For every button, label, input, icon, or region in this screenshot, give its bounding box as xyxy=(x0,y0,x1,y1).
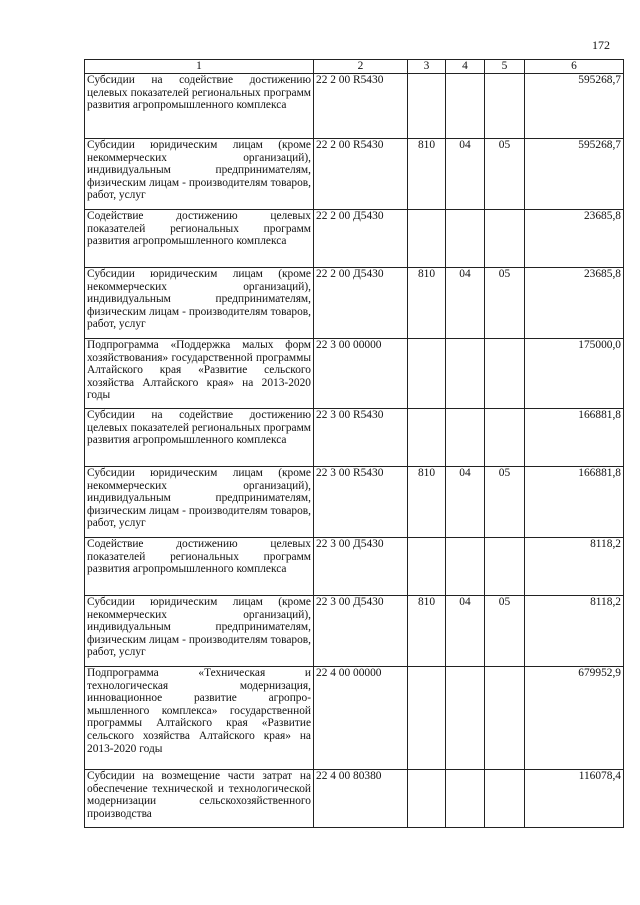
row-name: Субсидии на возмещение части затрат на обеспечение технической и технологической модернизации сельскохозяйственного производства xyxy=(85,770,314,828)
row-col3: 810 xyxy=(408,139,446,210)
row-col5: 05 xyxy=(485,268,525,339)
row-col4 xyxy=(446,74,485,139)
row-amount: 23685,8 xyxy=(525,210,624,268)
table-header-row xyxy=(85,60,624,74)
row-col3 xyxy=(408,667,446,770)
row-amount: 595268,7 xyxy=(525,74,624,139)
column-header-2: 2 xyxy=(314,60,408,74)
row-name: Субсидии на содействие достижению целевых показателей региональных программ развития агропромышленного комплекса xyxy=(85,74,314,139)
row-code: 22 2 00 Д5430 xyxy=(314,210,408,268)
table-row xyxy=(85,770,624,828)
column-header-6: 6 xyxy=(525,60,624,74)
row-code: 22 2 00 R5430 xyxy=(314,139,408,210)
row-name: Содействие достижению целевых показателей региональных программ развития агропромышленного комплекса xyxy=(85,538,314,596)
row-amount: 175000,0 xyxy=(525,339,624,409)
row-code: 22 3 00 00000 xyxy=(314,339,408,409)
row-col5 xyxy=(485,74,525,139)
row-col4: 04 xyxy=(446,596,485,667)
row-amount: 166881,8 xyxy=(525,467,624,538)
row-col5: 05 xyxy=(485,596,525,667)
row-col3: 810 xyxy=(408,268,446,339)
column-header-3: 3 xyxy=(408,60,446,74)
row-amount: 8118,2 xyxy=(525,538,624,596)
row-col4: 04 xyxy=(446,268,485,339)
row-col4 xyxy=(446,667,485,770)
table-row xyxy=(85,538,624,596)
row-col5 xyxy=(485,210,525,268)
row-col5: 05 xyxy=(485,139,525,210)
row-amount: 595268,7 xyxy=(525,139,624,210)
column-header-4: 4 xyxy=(446,60,485,74)
row-col4: 04 xyxy=(446,467,485,538)
row-code: 22 3 00 R5430 xyxy=(314,409,408,467)
table-row xyxy=(85,339,624,409)
row-amount: 23685,8 xyxy=(525,268,624,339)
row-col3: 810 xyxy=(408,596,446,667)
row-col3 xyxy=(408,770,446,828)
row-name: Подпрограмма «Техническая и технологическая модернизация, инновационное развитие агропромышленного комплекса» государственной программы Алтайского края «Развитие сельского хозяйства Алтайского края» на 2013-2020 годы xyxy=(85,667,314,770)
row-col5 xyxy=(485,770,525,828)
row-code: 22 3 00 Д5430 xyxy=(314,596,408,667)
table-row xyxy=(85,210,624,268)
row-col5 xyxy=(485,538,525,596)
row-name: Субсидии юридическим лицам (кроме некоммерческих организаций), индивидуальным предпринимателям, физическим лицам - производителям товаров, работ, услуг xyxy=(85,268,314,339)
row-name: Субсидии юридическим лицам (кроме некоммерческих организаций), индивидуальным предпринимателям, физическим лицам - производителям товаров, работ, услуг xyxy=(85,467,314,538)
row-col5 xyxy=(485,409,525,467)
budget-table xyxy=(84,59,624,828)
table-row xyxy=(85,409,624,467)
table-row xyxy=(85,667,624,770)
row-col5: 05 xyxy=(485,467,525,538)
row-col4 xyxy=(446,770,485,828)
column-header-1: 1 xyxy=(85,60,314,74)
row-col3 xyxy=(408,339,446,409)
row-code: 22 4 00 00000 xyxy=(314,667,408,770)
row-col3 xyxy=(408,74,446,139)
row-code: 22 3 00 R5430 xyxy=(314,467,408,538)
row-amount: 116078,4 xyxy=(525,770,624,828)
row-name: Содействие достижению целевых показателей региональных программ развития агропромышленного комплекса xyxy=(85,210,314,268)
row-amount: 166881,8 xyxy=(525,409,624,467)
row-col4: 04 xyxy=(446,139,485,210)
table-row xyxy=(85,596,624,667)
row-col5 xyxy=(485,339,525,409)
row-amount: 679952,9 xyxy=(525,667,624,770)
row-col4 xyxy=(446,538,485,596)
row-col4 xyxy=(446,409,485,467)
row-amount: 8118,2 xyxy=(525,596,624,667)
row-name: Подпрограмма «Поддержка малых форм хозяйствования» государственной программы Алтайского края «Развитие сельского хозяйства Алтайского края» на 2013-2020 годы xyxy=(85,339,314,409)
column-header-5: 5 xyxy=(485,60,525,74)
row-col3: 810 xyxy=(408,467,446,538)
row-name: Субсидии на содействие достижению целевых показателей региональных программ развития агропромышленного комплекса xyxy=(85,409,314,467)
row-col5 xyxy=(485,667,525,770)
table-row xyxy=(85,139,624,210)
row-col4 xyxy=(446,339,485,409)
row-name: Субсидии юридическим лицам (кроме некоммерческих организаций), индивидуальным предпринимателям, физическим лицам - производителям товаров, работ, услуг xyxy=(85,596,314,667)
row-code: 22 4 00 80380 xyxy=(314,770,408,828)
row-code: 22 2 00 Д5430 xyxy=(314,268,408,339)
row-col3 xyxy=(408,409,446,467)
row-code: 22 2 00 R5430 xyxy=(314,74,408,139)
row-col3 xyxy=(408,538,446,596)
row-col3 xyxy=(408,210,446,268)
row-col4 xyxy=(446,210,485,268)
table-row xyxy=(85,268,624,339)
row-name: Субсидии юридическим лицам (кроме некоммерческих организаций), индивидуальным предпринимателям, физическим лицам - производителям товаров, работ, услуг xyxy=(85,139,314,210)
row-code: 22 3 00 Д5430 xyxy=(314,538,408,596)
page-number: 172 xyxy=(592,38,610,52)
table-row xyxy=(85,74,624,139)
table-row xyxy=(85,467,624,538)
